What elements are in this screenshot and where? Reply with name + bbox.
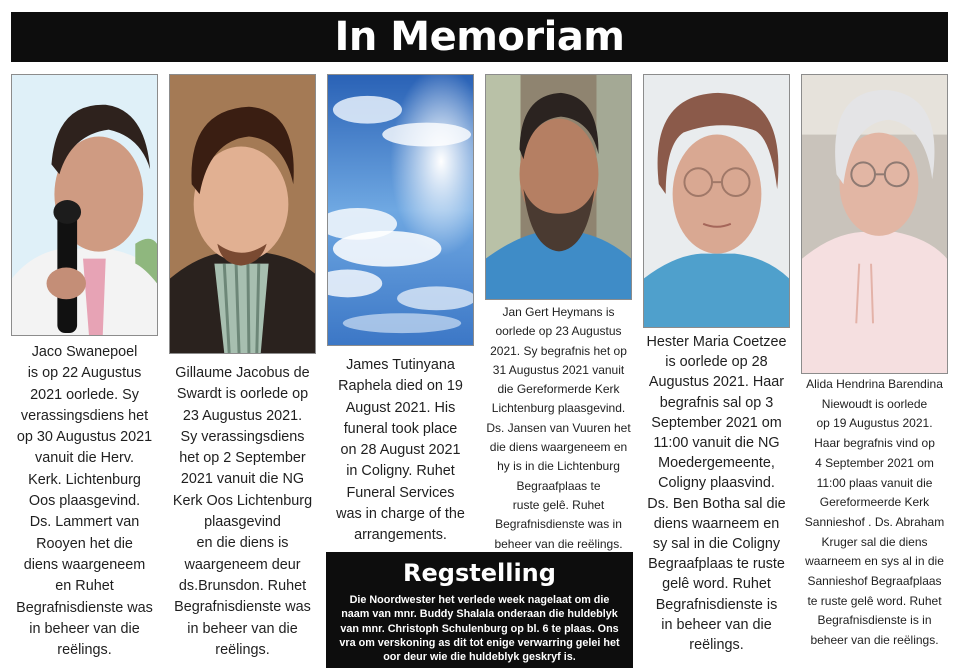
correction-body: Die Noordwester het verlede week nagelaat om die naam van mnr. Buddy Shalala onderaan die huldeblyk van mnr. Christoph Schulenburg op bl. 6 te plaas. Ons vra om verskoning as dit tot enige verwarring gelei het oor deur wie die huldeblyk geskryf is. [339,594,620,664]
sky-clouds-image [327,74,474,346]
portrait-photo-6 [801,74,948,374]
caption-gillaume-de-swardt: Gillaume Jacobus de Swardt is oorlede op 23 Augustus 2021. Sy verassingsdiens het op 2 September 2021 vanuit die NG Kerk Oos Lichtenburg plaasgevind en die diens is waargeneem deur ds.Brunsdon. Ruhet Begrafnisdienste was in beheer van die reëlings. [172,365,313,658]
caption-james-raphela: James Tutinyana Raphela died on 19 August 2021. His funeral took place on 28 August 2021 in Coligny. Ruhet Funeral Services was in charge of the arrangements. [336,357,465,544]
caption-alida-niewoudt: Alida Hendrina Barendina Niewoudt is oorlede op 19 Augustus 2021. Haar begrafnis vind op 4 September 2021 om 11:00 plaas vanuit die Gereformeerde Kerk Sannieshof . Ds. Abraham Kruger sal die diens waarneem en sys al in die Sannieshof Begraafplaas te ruste gelê word. Ruhet Begrafnisdienste is in beheer van die reëlings. [804,377,945,648]
portrait-photo-5 [643,74,790,328]
correction-notice [326,552,633,668]
portrait-photo-2 [169,74,316,354]
caption-hester-coetzee: Hester Maria Coetzee is oorlede op 28 Augustus 2021. Haar begrafnis sal op 3 September 2021 om 11:00 vanuit die NG Moedergemeente, Coligny plaasvind. Ds. Ben Botha sal die diens waarneem en sy sal in die Coligny Begraafplaas te ruste gelê word. Ruhet Begrafnisdienste is in beheer van die reëlings. [646,334,787,654]
caption-jan-gert-heymans: Jan Gert Heymans is oorlede op 23 Augustus 2021. Sy begrafnis het op 31 Augustus 2021 vanuit die Gereformerde Kerk Lichtenburg plaasgevind. Ds. Jansen van Vuuren het die diens waargeneem en hy is in die Lichtenburg Begraafplaas te ruste gelê. Ruhet Begrafnisdienste was in beheer van die reëlings. [486,305,631,551]
portrait-photo-1 [11,74,158,336]
page-title: In Memoriam [11,12,948,62]
portrait-photo-4 [485,74,632,300]
correction-title: Regstelling [403,559,556,587]
caption-jaco-swanepoel: Jaco Swanepoel is op 22 Augustus 2021 oorlede. Sy verassingsdiens het op 30 Augustus 2021 vanuit die Herv. Kerk. Lichtenburg Oos plaasgevind. Ds. Lammert van Rooyen het die diens waargeneem en Ruhet Begrafnisdienste was in beheer van die reëlings. [16,344,153,659]
